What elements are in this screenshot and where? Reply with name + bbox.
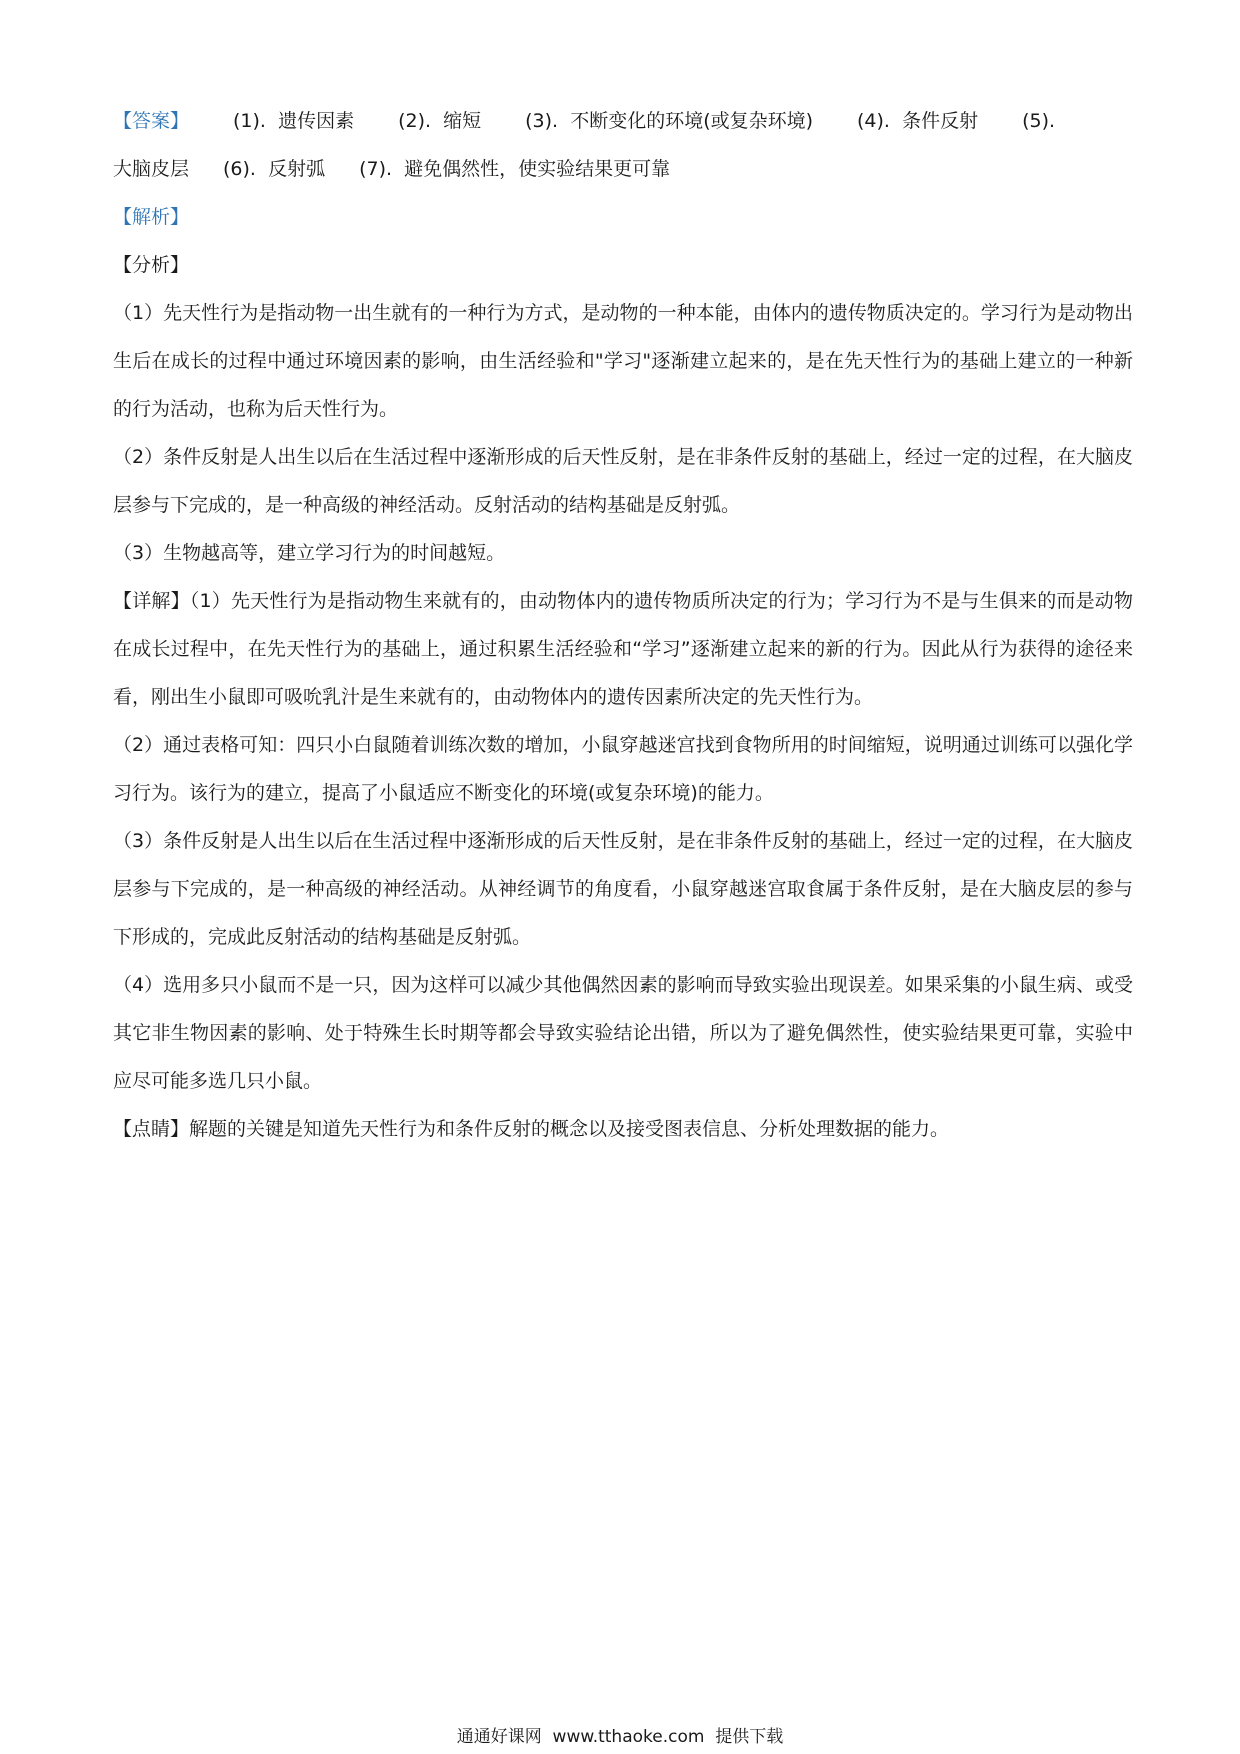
answer-num-7: (7). bbox=[359, 158, 393, 180]
dianjing-text: 解题的关键是知道先天性行为和条件反射的概念以及接受图表信息、分析处理数据的能力。 bbox=[189, 1118, 950, 1140]
dianjing-label: 【点睛】 bbox=[113, 1118, 190, 1140]
document-body bbox=[113, 97, 1133, 1153]
dianjing-paragraph bbox=[113, 1105, 1133, 1153]
answer-num-3: (3). bbox=[525, 110, 559, 132]
answer-text-1: 遗传因素 bbox=[278, 110, 355, 132]
answer-num-2: (2). bbox=[398, 110, 432, 132]
answer-num-5: (5). bbox=[1022, 110, 1056, 132]
answer-text-4: 条件反射 bbox=[902, 110, 979, 132]
fenxi-paragraph-2: （2）条件反射是人出生以后在生活过程中逐渐形成的后天性反射，是在非条件反射的基础上，经过一定的过程，在大脑皮层参与下完成的，是一种高级的神经活动。反射活动的结构基础是反射弧。 bbox=[113, 446, 1133, 516]
answer-label: 【答案】 bbox=[113, 110, 190, 132]
answer-text-7: 避免偶然性，使实验结果更可靠 bbox=[404, 158, 671, 180]
answer-num-6: (6). bbox=[223, 158, 256, 180]
answer-text-3: 不断变化的环境(或复杂环境) bbox=[570, 110, 814, 132]
answer-num-1: (1). bbox=[233, 110, 266, 132]
answer-num-4: (4). bbox=[857, 110, 890, 132]
xiangjie-paragraph-4: （4）选用多只小鼠而不是一只，因为这样可以减少其他偶然因素的影响而导致实验出现误差。如果采集的小鼠生病、或受其它非生物因素的影响、处于特殊生长时期等都会导致实验结论出错，所以为了避免偶然性，使实验结果更可靠，实验中应尽可能多选几只小鼠。 bbox=[113, 974, 1133, 1092]
answer-line-2 bbox=[113, 145, 1133, 193]
xiangjie-paragraph-2: （2）通过表格可知：四只小白鼠随着训练次数的增加，小鼠穿越迷宫找到食物所用的时间缩短，说明通过训练可以强化学习行为。该行为的建立，提高了小鼠适应不断变化的环境(或复杂环境)的能力。 bbox=[113, 734, 1133, 804]
answer-line-1 bbox=[113, 97, 1133, 145]
xiangjie-paragraph-3: （3）条件反射是人出生以后在生活过程中逐渐形成的后天性反射，是在非条件反射的基础上，经过一定的过程，在大脑皮层参与下完成的，是一种高级的神经活动。从神经调节的角度看，小鼠穿越迷宫取食属于条件反射，是在大脑皮层的参与下形成的，完成此反射活动的结构基础是反射弧。 bbox=[113, 830, 1133, 948]
answer-text-5: 大脑皮层 bbox=[113, 158, 190, 180]
xiangjie-paragraph-1 bbox=[113, 577, 1133, 721]
xiangjie-label: 【详解】 bbox=[113, 590, 190, 612]
xiangjie-text-1: （1）先天性行为是指动物生来就有的，由动物体内的遗传物质所决定的行为；学习行为不是与生俱来的而是动物在成长过程中，在先天性行为的基础上，通过积累生活经验和“学习”逐渐建立起来的新的行为。因此从行为获得的途径来看，刚出生小鼠即可吸吮乳汁是生来就有的，由动物体内的遗传因素所决定的先天性行为。 bbox=[113, 590, 1133, 708]
analysis-label: 【解析】 bbox=[113, 206, 190, 228]
page-footer: 通通好课网 www.tthaoke.com 提供下载 bbox=[456, 1727, 784, 1747]
fenxi-paragraph-1: （1）先天性行为是指动物一出生就有的一种行为方式，是动物的一种本能，由体内的遗传物质决定的。学习行为是动物出生后在成长的过程中通过环境因素的影响，由生活经验和"学习"逐渐建立起来的，是在先天性行为的基础上建立的一种新的行为活动，也称为后天性行为。 bbox=[113, 302, 1133, 420]
fenxi-paragraph-3: （3）生物越高等，建立学习行为的时间越短。 bbox=[113, 542, 506, 564]
answer-text-6: 反射弧 bbox=[268, 158, 326, 180]
fenxi-label: 【分析】 bbox=[113, 254, 190, 276]
answer-text-2: 缩短 bbox=[443, 110, 482, 132]
